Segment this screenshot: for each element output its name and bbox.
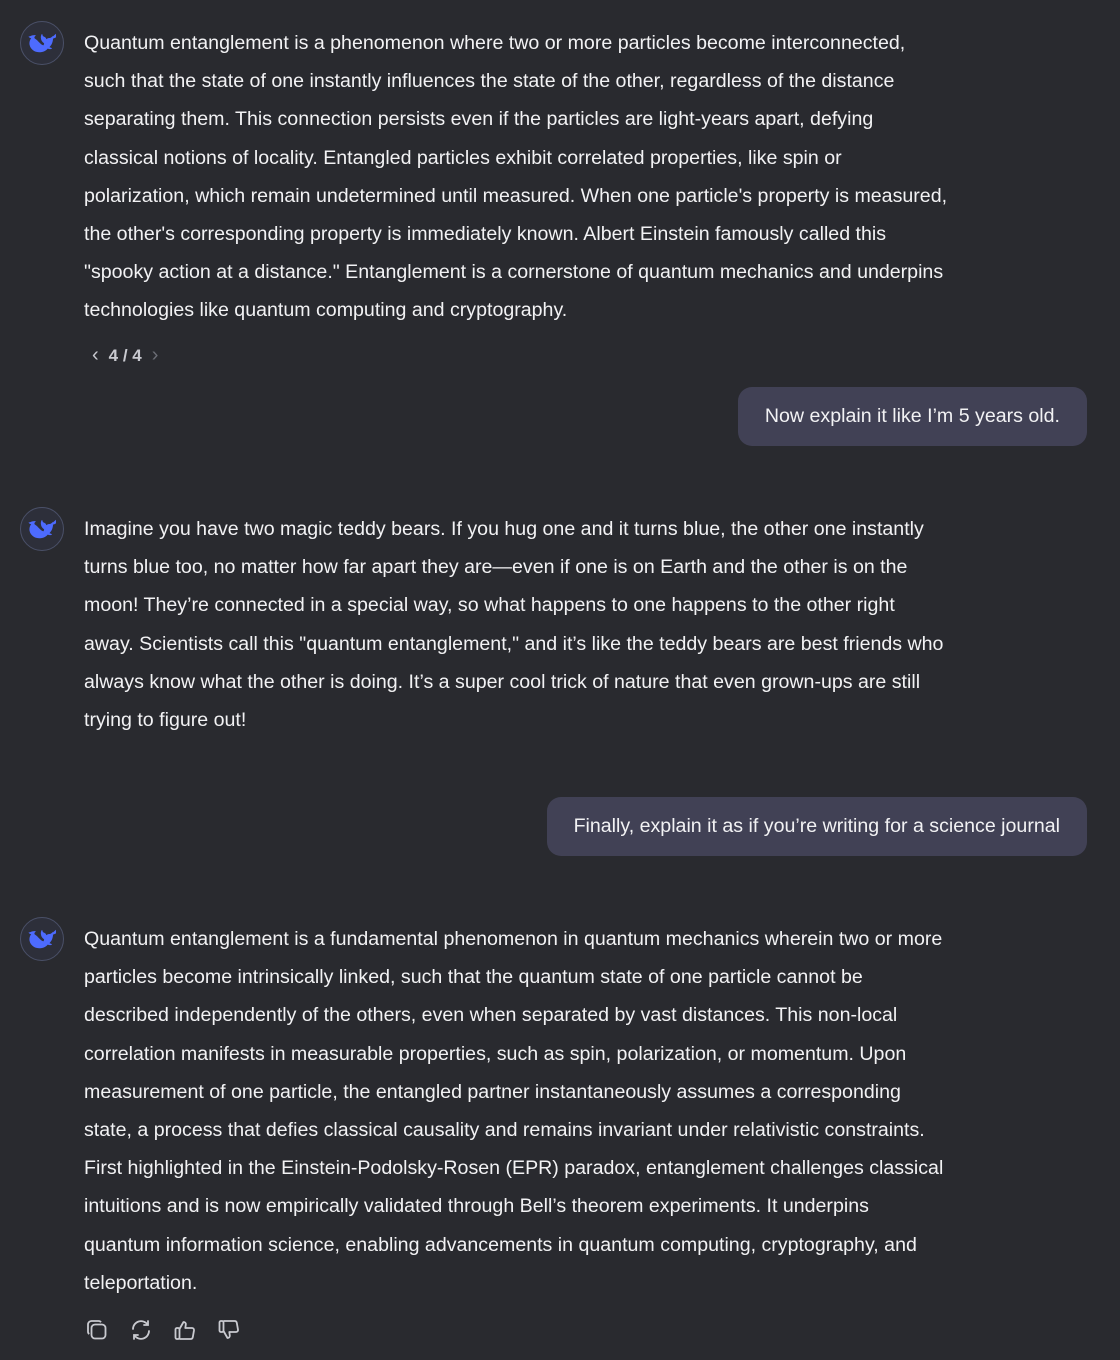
copy-button[interactable] — [84, 1316, 110, 1344]
assistant-avatar — [20, 917, 64, 961]
pager-count: 4 / 4 — [108, 345, 142, 365]
message-line: First highlighted in the Einstein-Podolsky-Rosen (EPR) paradox, entanglement challenges classical — [84, 1157, 944, 1180]
user-message-bubble: Now explain it like I’m 5 years old. — [738, 387, 1087, 446]
message-line: always know what the other is doing. It’s a super cool trick of nature that even grown-ups are still — [84, 670, 921, 693]
whale-logo-icon — [28, 515, 56, 543]
response-pager — [92, 344, 158, 367]
next-response-icon[interactable]: › — [151, 344, 159, 366]
assistant-message — [84, 920, 1094, 1302]
like-button[interactable] — [172, 1316, 198, 1344]
regenerate-icon — [129, 1318, 153, 1342]
message-line: Quantum entanglement is a phenomenon where two or more particles become interconnected, — [84, 32, 906, 54]
message-line: particles become intrinsically linked, such that the quantum state of one particle cannot be — [84, 966, 863, 989]
message-line: intuitions and is now empirically validated through Bell’s theorem experiments. It underpins — [84, 1195, 869, 1218]
message-line: Imagine you have two magic teddy bears. If you hug one and it turns blue, the other one instantly — [84, 518, 924, 540]
message-line: described independently of the others, even when separated by vast distances. This non-local — [84, 1004, 898, 1027]
message-line: correlation manifests in measurable properties, such as spin, polarization, or momentum. Upon — [84, 1042, 907, 1065]
assistant-avatar — [20, 21, 64, 65]
message-line: trying to figure out! — [84, 709, 247, 732]
message-line: "spooky action at a distance." Entanglement is a cornerstone of quantum mechanics and underpins — [84, 261, 944, 284]
thumbs-down-icon — [217, 1318, 241, 1342]
thumbs-up-icon — [173, 1318, 197, 1342]
message-line: quantum information science, enabling advancements in quantum computing, cryptography, and — [84, 1233, 917, 1256]
message-line: state, a process that defies classical causality and remains invariant under relativistic constraints. — [84, 1119, 925, 1142]
message-line: the other's corresponding property is immediately known. Albert Einstein famously called this — [84, 223, 887, 246]
dislike-button[interactable] — [216, 1316, 242, 1344]
copy-icon — [85, 1318, 109, 1342]
message-line: turns blue too, no matter how far apart they are—even if one is on Earth and the other is on the — [84, 556, 908, 579]
message-actions — [84, 1316, 242, 1344]
whale-logo-icon — [28, 925, 56, 953]
message-line: such that the state of one instantly influences the state of the other, regardless of the distance — [84, 70, 895, 93]
regenerate-button[interactable] — [128, 1316, 154, 1344]
message-line: teleportation. — [84, 1271, 198, 1294]
message-line: away. Scientists call this "quantum entanglement," and it’s like the teddy bears are best friends who — [84, 632, 944, 655]
message-line: polarization, which remain undetermined until measured. When one particle's property is measured, — [84, 184, 948, 207]
assistant-message — [84, 510, 1094, 739]
previous-response-icon[interactable]: ‹ — [92, 344, 99, 366]
assistant-avatar — [20, 507, 64, 551]
assistant-message — [84, 24, 1094, 330]
user-message-bubble: Finally, explain it as if you’re writing for a science journal — [547, 797, 1087, 856]
message-line: moon! They’re connected in a special way, so what happens to one happens to the other right — [84, 594, 895, 617]
message-line: measurement of one particle, the entangled partner instantaneously assumes a corresponding — [84, 1080, 901, 1103]
message-line: separating them. This connection persists even if the particles are light-years apart, defying — [84, 108, 874, 131]
message-line: Quantum entanglement is a fundamental phenomenon in quantum mechanics wherein two or more — [84, 928, 943, 950]
whale-logo-icon — [28, 29, 56, 57]
message-line: technologies like quantum computing and cryptography. — [84, 299, 568, 322]
message-line: classical notions of locality. Entangled particles exhibit correlated properties, like spin or — [84, 146, 842, 169]
